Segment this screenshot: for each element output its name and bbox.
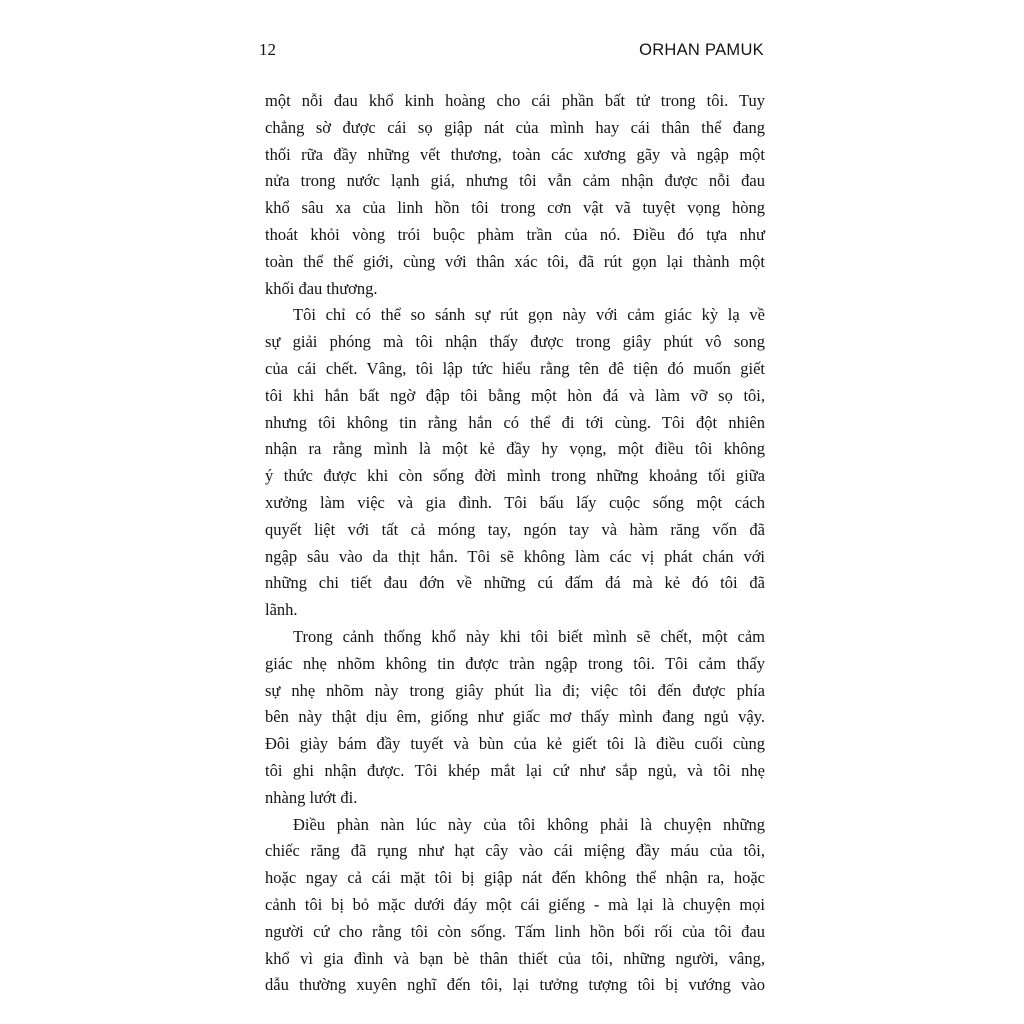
- page-header: [259, 38, 764, 62]
- text-line: sự giải phóng mà tôi nhận thấy được trong giây phút vô song: [265, 332, 765, 352]
- paragraph: [265, 88, 765, 302]
- paragraph: [265, 812, 765, 1000]
- text-line: thoát khỏi vòng trói buộc phàm trần của nó. Điều đó tựa như: [265, 224, 765, 244]
- text-line: toàn thể thế giới, cùng với thân xác tôi, đã rút gọn lại thành một: [265, 251, 765, 271]
- text-line: những chi tiết đau đớn về những cú đấm đá mà kẻ đó tôi đã: [265, 573, 765, 593]
- text-line: chiếc răng đã rụng như hạt cây vào cái miệng đầy máu của tôi,: [265, 841, 765, 861]
- text-line: khối đau thương.: [265, 278, 378, 298]
- text-line: chẳng sờ được cái sọ giập nát của mình hay cái thân thể đang: [265, 117, 765, 137]
- body-text: [265, 88, 765, 999]
- text-line: nhận ra rằng mình là một kẻ đầy hy vọng, một điều tôi không: [265, 439, 765, 459]
- text-line: xưởng làm việc và gia đình. Tôi bấu lấy cuộc sống một cách: [265, 492, 765, 512]
- text-line: bên này thật dịu êm, giống như giấc mơ thấy mình đang ngủ vậy.: [265, 707, 765, 727]
- text-line: Đôi giày bám đầy tuyết và bùn của kẻ giết tôi là điều cuối cùng: [265, 734, 765, 754]
- text-line: thối rữa đầy những vết thương, toàn các xương gãy và ngập một: [265, 144, 765, 164]
- text-line: dẫu thường xuyên nghĩ đến tôi, lại tưởng tượng tôi bị vướng vào: [265, 975, 765, 995]
- text-line: cảnh tôi bị bỏ mặc dưới đáy một cái giếng - mà lại là chuyện mọi: [265, 894, 765, 914]
- text-line: giác nhẹ nhõm không tin được tràn ngập trong tôi. Tôi cảm thấy: [265, 653, 765, 673]
- paragraph: [265, 624, 765, 812]
- text-line: quyết liệt với tất cả móng tay, ngón tay và hàm răng vốn đã: [265, 519, 765, 539]
- text-line: tôi ghi nhận được. Tôi khép mắt lại cứ như sắp ngủ, và tôi nhẹ: [265, 760, 765, 780]
- text-line: nhưng tôi không tin rằng hắn có thể đi tới cùng. Tôi đột nhiên: [265, 412, 765, 432]
- paragraph: [265, 302, 765, 624]
- page-number: 12: [259, 40, 276, 59]
- text-line: hoặc ngay cả cái mặt tôi bị giập nát đến không thể nhận ra, hoặc: [265, 868, 765, 888]
- text-line: sự nhẹ nhõm này trong giây phút lìa đi; việc tôi đến được phía: [265, 680, 765, 700]
- text-line: khổ vì gia đình và bạn bè thân thiết của tôi, những người, vâng,: [265, 948, 765, 968]
- text-line: lãnh.: [265, 600, 298, 620]
- text-line: tôi khi hắn bất ngờ đập tôi bằng một hòn đá và làm vỡ sọ tôi,: [265, 385, 765, 405]
- text-line: Điều phàn nàn lúc này của tôi không phải là chuyện những: [293, 814, 765, 834]
- text-line: khổ sâu xa của linh hồn tôi trong cơn vật vã tuyệt vọng hòng: [265, 198, 765, 218]
- text-line: ngập sâu vào da thịt hắn. Tôi sẽ không làm các vị phát chán với: [265, 546, 765, 566]
- text-line: ý thức được khi còn sống đời mình trong những khoảng tối giữa: [265, 466, 765, 486]
- text-line: một nỗi đau khổ kinh hoàng cho cái phần bất tử trong tôi. Tuy: [265, 91, 765, 110]
- running-head-author: ORHAN PAMUK: [639, 41, 764, 59]
- text-line: Tôi chỉ có thể so sánh sự rút gọn này với cảm giác kỳ lạ về: [293, 305, 765, 325]
- text-line: nhàng lướt đi.: [265, 787, 358, 807]
- text-line: người cứ cho rằng tôi còn sống. Tấm linh hồn bối rối của tôi đau: [265, 921, 765, 941]
- text-line: của cái chết. Vâng, tôi lập tức hiểu rằng tên đê tiện đó muốn giết: [265, 358, 765, 378]
- text-line: nửa trong nước lạnh giá, nhưng tôi vẫn cảm nhận được nỗi đau: [265, 171, 765, 191]
- text-line: Trong cảnh thống khổ này khi tôi biết mình sẽ chết, một cảm: [293, 626, 765, 646]
